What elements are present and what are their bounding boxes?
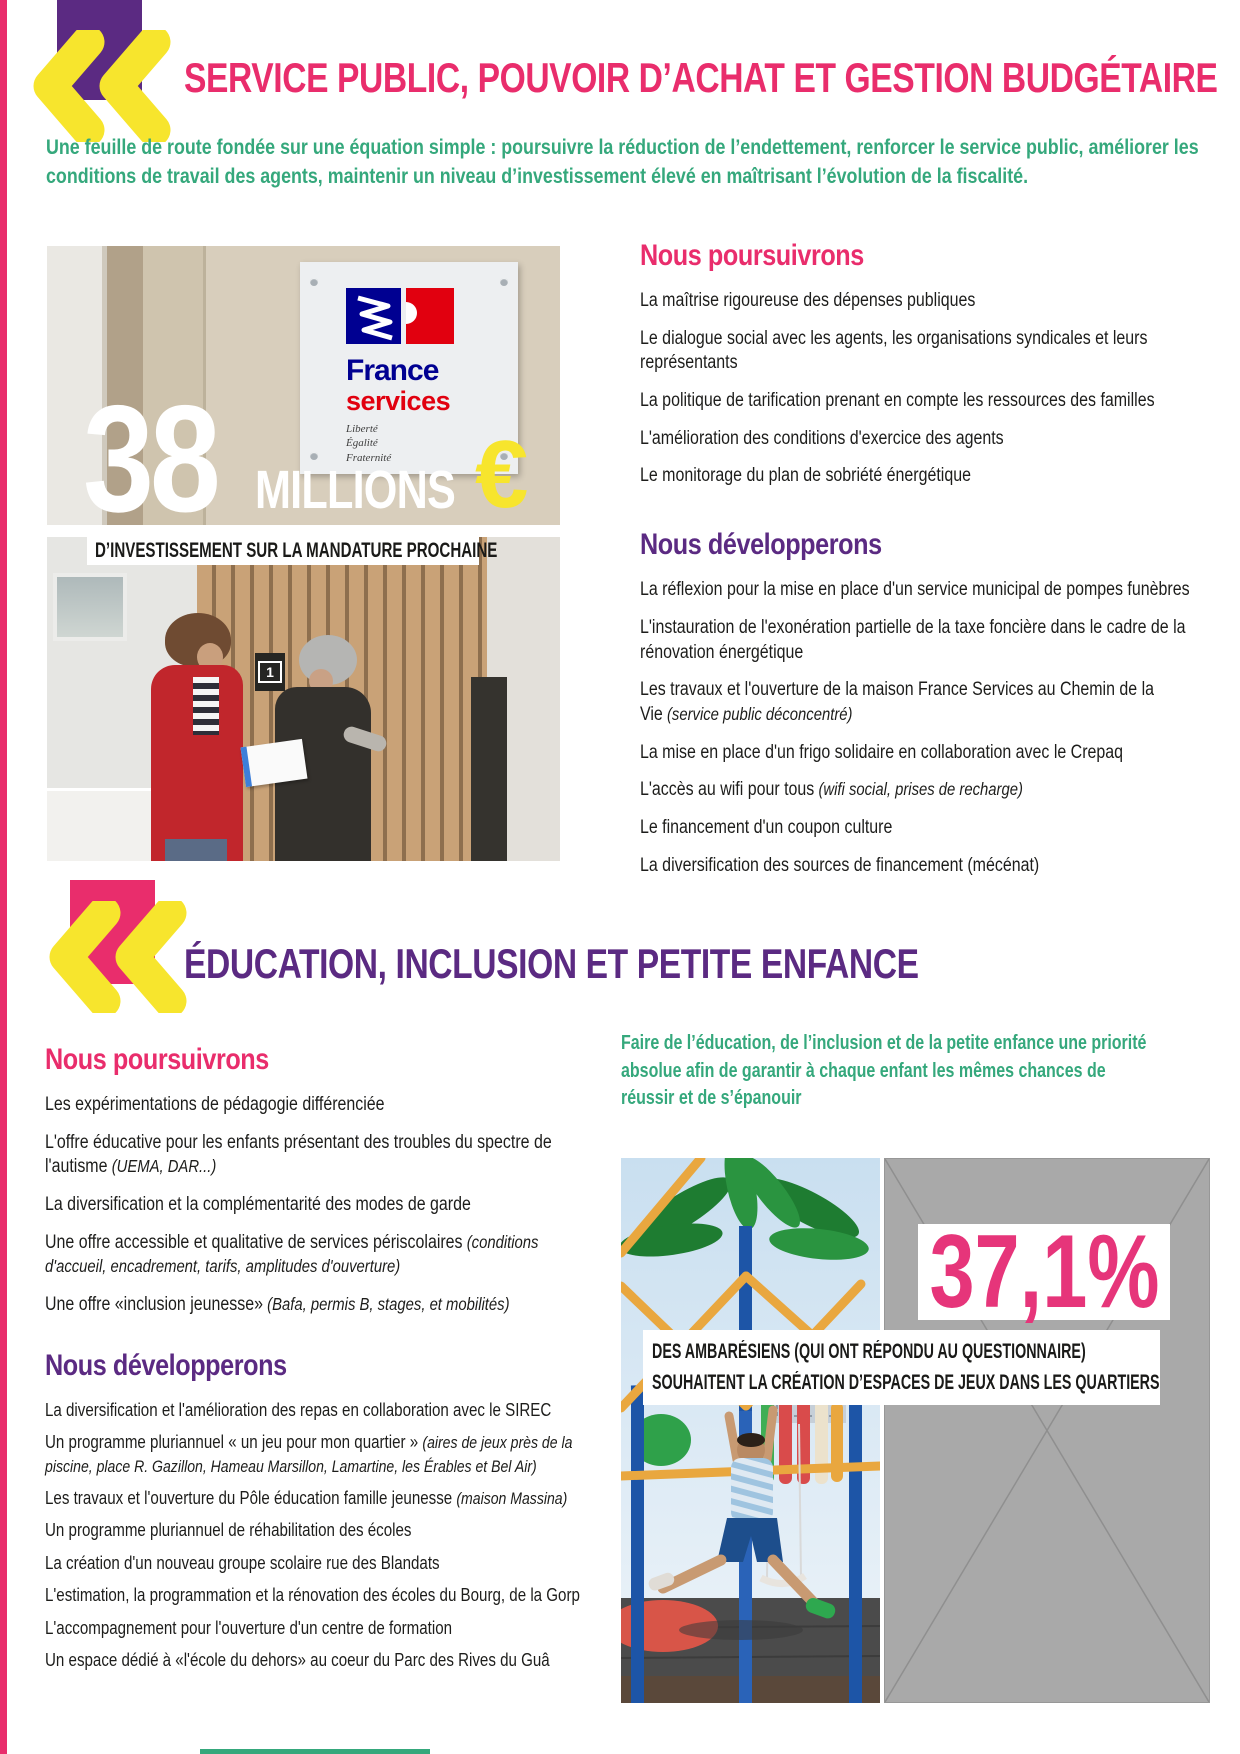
section2-intro: Faire de l’éducation, de l’inclusion et de la petite enfance une priorité absolue afin de garantir à chaque enfant les mêmes chances de réussir et de s’épanouir: [621, 1032, 1147, 1110]
person-one-jeans: [165, 839, 227, 861]
list-item: L'estimation, la programmation et la rénovation des écoles du Bourg, de la Gorp: [45, 1585, 580, 1606]
screw-icon: [310, 278, 318, 286]
list-item: Un espace dédié à «l'école du dehors» au coeur du Parc des Rives du Guâ: [45, 1649, 550, 1670]
double-chevron-icon: [44, 901, 194, 1013]
photo-france-services: [47, 246, 560, 525]
playground-caption-band: [643, 1330, 1160, 1405]
list-item: L'instauration de l'exonération partielle de la taxe foncière dans le cadre de la rénovation énergétique: [640, 616, 1186, 663]
list-item: La mise en place d'un frigo solidaire en collaboration avec le Crepaq: [640, 741, 1124, 763]
list-item: Une offre «inclusion jeunesse» (Bafa, permis B, stages, et mobilités): [45, 1294, 510, 1316]
section2-media: [621, 1158, 1210, 1703]
list-item: La diversification des sources de financement (mécénat): [640, 854, 1040, 876]
screw-icon: [310, 452, 318, 460]
playground-caption-line2: SOUHAITENT LA CRÉATION D’ESPACES DE JEUX DANS LES QUARTIERS: [652, 1371, 1160, 1394]
counter-number-sign: [255, 653, 285, 691]
list-item: Le monitorage du plan de sobriété énergétique: [640, 465, 971, 487]
list-item: Une offre accessible et qualitative de services périscolaires (conditions d'accueil, encadrement, tarifs, amplitudes d'ouverture): [45, 1231, 539, 1277]
person-one-striped-shirt: [193, 677, 219, 735]
section2-lists: [45, 1042, 604, 1681]
list-item: Un programme pluriannuel « un jeu pour mon quartier » (aires de jeux près de la piscine, place R. Gazillon, Hameau Marsillon, Lamartine, les Érables et Bel Air): [45, 1432, 573, 1476]
heading-poursuivrons: Nous poursuivrons: [45, 1043, 269, 1076]
list-item: L'amélioration des conditions d'exercice des agents: [640, 427, 1004, 449]
screw-icon: [500, 278, 508, 286]
double-chevron-icon: [28, 30, 178, 142]
leaflet: [241, 739, 308, 787]
section1-title: SERVICE PUBLIC, POUVOIR D’ACHAT ET GESTION BUDGÉTAIRE: [184, 54, 1218, 101]
investment-caption: D’INVESTISSEMENT SUR LA MANDATURE PROCHAINE: [95, 539, 498, 562]
section1-lists: [640, 238, 1228, 891]
list-item: L'offre éducative pour les enfants présentant des troubles du spectre de l'autisme (UEMA, DAR...): [45, 1131, 552, 1178]
heading-developperons: Nous développerons: [640, 528, 882, 562]
investment-caption-band: [87, 537, 498, 565]
sign-motto: Liberté Égalité Fraternité: [346, 423, 392, 464]
heading-developperons: Nous développerons: [45, 1348, 287, 1382]
photo-playground: [621, 1158, 880, 1703]
section2-title: ÉDUCATION, INCLUSION ET PETITE ENFANCE: [184, 940, 919, 987]
playground-stat-number: 37,1%: [929, 1214, 1160, 1330]
france-services-logo-icon: [346, 288, 458, 346]
playground-stat-band: [918, 1214, 1170, 1330]
list-item: Le financement d'un coupon culture: [640, 816, 893, 838]
left-accent-bar: [0, 0, 7, 1754]
list-item: Un programme pluriannuel de réhabilitation des écoles: [45, 1520, 412, 1541]
photo-doorway: [471, 677, 507, 861]
counter-number: 1: [258, 661, 282, 684]
sign-brand-line2: services: [346, 386, 451, 416]
playground-caption-line1: DES AMBARÉSIENS (QUI ONT RÉPONDU AU QUESTIONNAIRE): [652, 1340, 1086, 1363]
list-item: La politique de tarification prenant en compte les ressources des familles: [640, 390, 1155, 412]
heading-poursuivrons: Nous poursuivrons: [640, 239, 864, 272]
list-item: Les expérimentations de pédagogie différenciée: [45, 1094, 385, 1115]
sign-brand-line1: France: [346, 354, 439, 387]
stat-number: 38: [83, 374, 217, 525]
list-item: La réflexion pour la mise en place d'un service municipal de pompes funèbres: [640, 579, 1190, 601]
euro-symbol: €: [475, 421, 529, 525]
list-item: Le dialogue social avec les agents, les organisations syndicales et leurs représentants: [640, 327, 1148, 374]
bottom-green-bar: [200, 1749, 430, 1754]
list-item: La création d'un nouveau groupe scolaire rue des Blandats: [45, 1552, 440, 1573]
list-item: La diversification et l'amélioration des repas en collaboration avec le SIREC: [45, 1399, 552, 1420]
section1-intro: Une feuille de route fondée sur une équation simple : poursuivre la réduction de l’endettement, renforcer le service public, améliorer les conditions de travail des agents, maintenir un niveau d’investissement élevé en maîtrisant l’évolution de la fiscalité.: [46, 136, 1199, 188]
list-item: La maîtrise rigoureuse des dépenses publiques: [640, 290, 976, 311]
list-item: L'accès au wifi pour tous (wifi social, prises de recharge): [640, 779, 1023, 801]
list-item: La diversification et la complémentarité des modes de garde: [45, 1194, 471, 1216]
stat-unit: MILLIONS: [255, 460, 455, 520]
photo-window: [53, 573, 127, 641]
list-item: L'accompagnement pour l'ouverture d'un centre de formation: [45, 1617, 453, 1638]
photo-accueil-mairie: [47, 537, 560, 861]
list-item: Les travaux et l'ouverture du Pôle éducation famille jeunesse (maison Massina): [45, 1487, 568, 1508]
list-item: Les travaux et l'ouverture de la maison France Services au Chemin de la Vie (service public déconcentré): [640, 679, 1155, 725]
